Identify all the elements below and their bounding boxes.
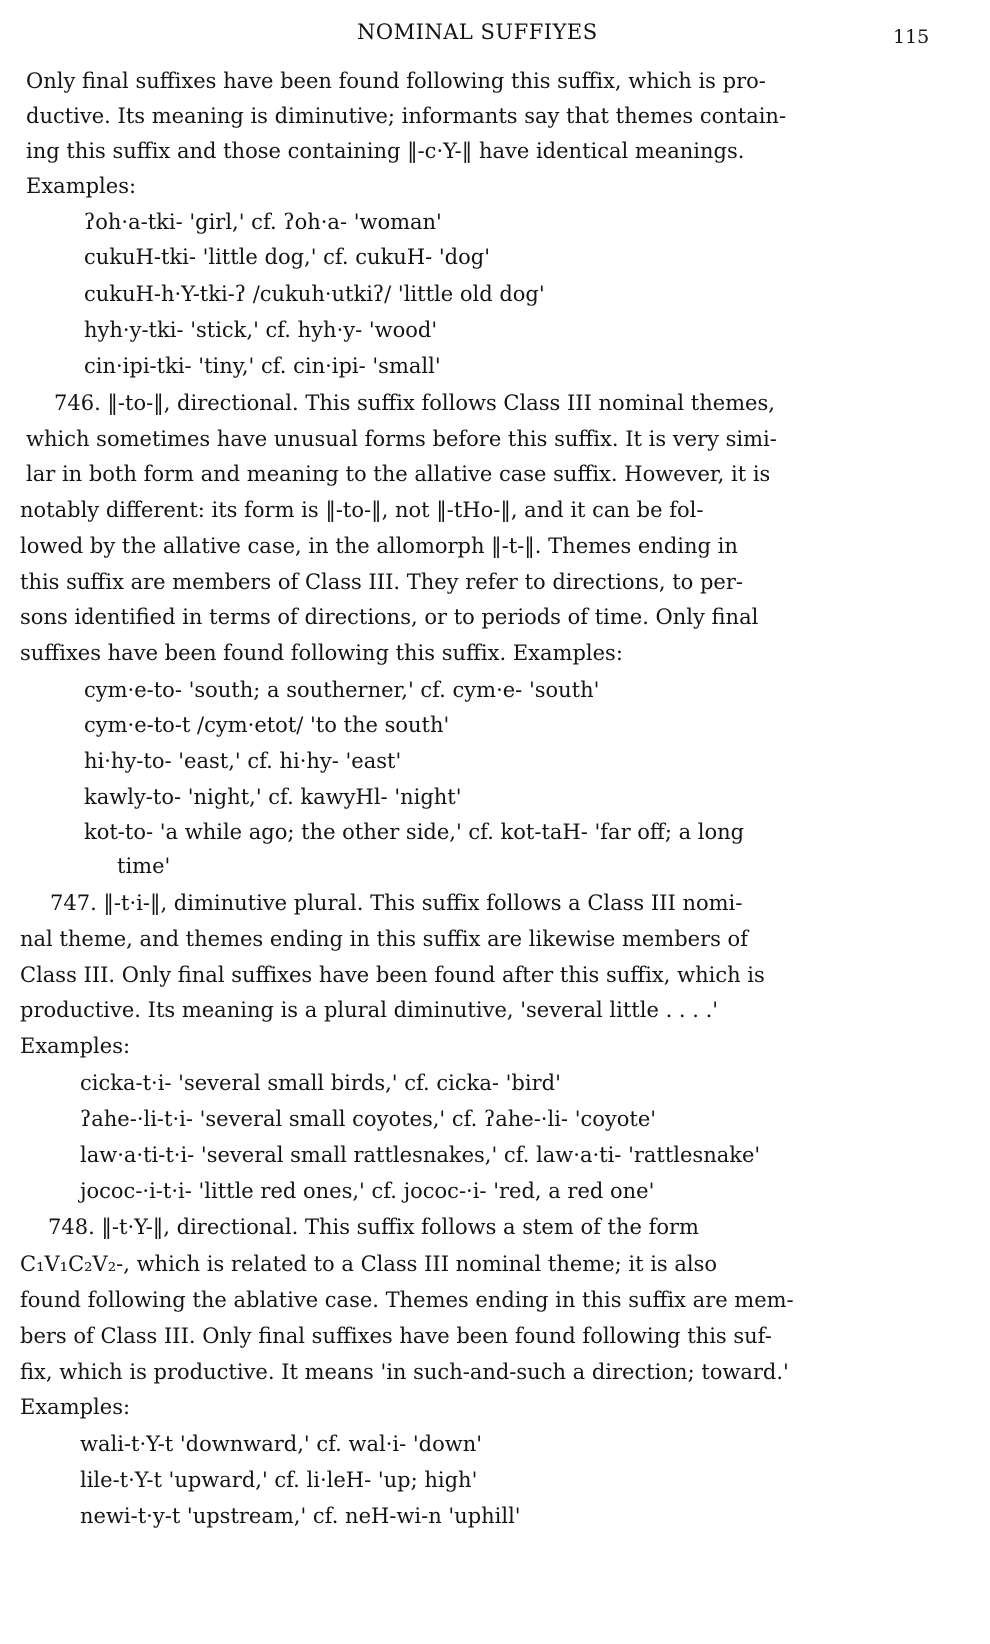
example-line: hi·hy-to- 'east,' cf. hi·hy- 'east' (84, 749, 402, 773)
example-line: cym·e-to-t /cym·etot/ 'to the south' (84, 713, 450, 737)
example-line: hyh·y-tki- 'stick,' cf. hyh·y- 'wood' (84, 318, 438, 342)
example-line: cym·e-to- 'south; a southerner,' cf. cym·e- 'south' (84, 678, 600, 702)
example-line: lile-t·Y-t 'upward,' cf. li·leH- 'up; high' (80, 1468, 478, 1492)
text-line: fix, which is productive. It means 'in such-and-such a direction; toward.' (20, 1360, 789, 1384)
text-line: Class III. Only final suffixes have been found after this suffix, which is (20, 963, 765, 987)
text-line: ing this suffix and those containing ‖-c·Y-‖ have identical meanings. (26, 139, 745, 163)
text-line: bers of Class III. Only final suffixes have been found following this suf- (20, 1324, 772, 1348)
example-line: kawly-to- 'night,' cf. kawyHl- 'night' (84, 785, 462, 809)
running-head: NOMINAL SUFFIYES (357, 20, 598, 44)
text-line: C₁V₁C₂V₂-, which is related to a Class III nominal theme; it is also (20, 1252, 718, 1276)
example-line: wali-t·Y-t 'downward,' cf. wal·i- 'down' (80, 1432, 483, 1456)
text-line: lowed by the allative case, in the allomorph ‖-t-‖. Themes ending in (20, 534, 738, 558)
example-line-continuation: time' (117, 854, 171, 878)
text-line: ductive. Its meaning is diminutive; informants say that themes contain- (26, 104, 787, 128)
text-line: nal theme, and themes ending in this suffix are likewise members of (20, 927, 748, 951)
text-line: Only final suffixes have been found following this suffix, which is pro- (26, 69, 766, 93)
text-line: Examples: (20, 1034, 131, 1058)
text-line: which sometimes have unusual forms before this suffix. It is very simi- (26, 427, 777, 451)
text-line: suffixes have been found following this suffix. Examples: (20, 641, 623, 665)
section-747-heading: 747. ‖-t·i-‖, diminutive plural. This suffix follows a Class III nomi- (50, 891, 743, 915)
text-line: found following the ablative case. Themes ending in this suffix are mem- (20, 1288, 794, 1312)
example-line: newi-t·y-t 'upstream,' cf. neH-wi-n 'uphill' (80, 1504, 521, 1528)
text-line: notably different: its form is ‖-to-‖, not ‖-tHo-‖, and it can be fol- (20, 498, 704, 522)
example-line: law·a·ti-t·i- 'several small rattlesnakes,' cf. law·a·ti- 'rattlesnake' (80, 1143, 761, 1167)
section-748-heading: 748. ‖-t·Y-‖, directional. This suffix follows a stem of the form (48, 1215, 699, 1239)
section-746-heading: 746. ‖-to-‖, directional. This suffix follows Class III nominal themes, (54, 391, 775, 415)
example-line: jococ-·i-t·i- 'little red ones,' cf. jococ-·i- 'red, a red one' (80, 1179, 655, 1203)
example-line: cukuH-tki- 'little dog,' cf. cukuH- 'dog' (84, 245, 490, 269)
example-line: cin·ipi-tki- 'tiny,' cf. cin·ipi- 'small' (84, 354, 441, 378)
example-line: cicka-t·i- 'several small birds,' cf. cicka- 'bird' (80, 1071, 561, 1095)
page-number: 115 (893, 26, 930, 48)
text-line: Examples: (20, 1395, 131, 1419)
text-line: productive. Its meaning is a plural diminutive, 'several little . . . .' (20, 998, 719, 1022)
example-line: cukuH-h·Y-tki-ʔ /cukuh·utkiʔ/ 'little old dog' (84, 282, 545, 306)
text-line: Examples: (26, 174, 137, 198)
example-line: ʔahe-·li-t·i- 'several small coyotes,' cf. ʔahe-·li- 'coyote' (80, 1107, 657, 1131)
example-line: kot-to- 'a while ago; the other side,' cf. kot-taH- 'far off; a long (84, 820, 745, 844)
example-line: ʔoh·a-tki- 'girl,' cf. ʔoh·a- 'woman' (84, 210, 442, 234)
text-line: sons identified in terms of directions, or to periods of time. Only final (20, 605, 759, 629)
text-line: lar in both form and meaning to the allative case suffix. However, it is (26, 462, 771, 486)
text-line: this suffix are members of Class III. They refer to directions, to per- (20, 570, 743, 594)
page-header (0, 20, 990, 50)
